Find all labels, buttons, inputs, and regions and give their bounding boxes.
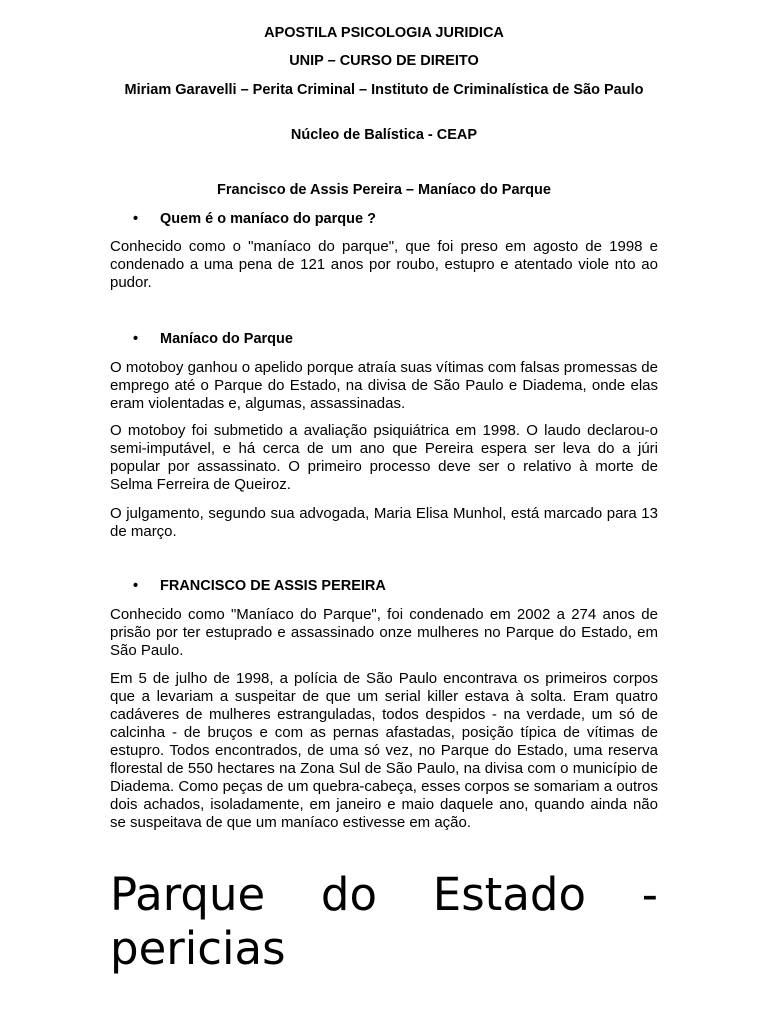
paragraph: O motoboy ganhou o apelido porque atraía suas vítimas com falsas promessas de emprego até o Parque do Estado, na divisa de São Paulo e Diadema, onde elas eram violentadas e, algumas, assassinadas.	[110, 359, 658, 412]
paragraph: Conhecido como o "maníaco do parque", que foi preso em agosto de 1998 e condenado a uma pena de 121 anos por roubo, estupro e atentado viole nto ao pudor.	[110, 238, 658, 291]
bullet-item	[133, 578, 386, 595]
paragraph: Conhecido como "Maníaco do Parque", foi condenado em 2002 a 274 anos de prisão por ter estuprado e assassinado onze mulheres no Parque do Estado, em São Paulo.	[110, 606, 658, 659]
bullet-label: Quem é o maníaco do parque ?	[160, 211, 376, 227]
bullet-label: Maníaco do Parque	[160, 331, 293, 347]
bullet-dot-icon: •	[133, 331, 139, 347]
bullet-dot-icon: •	[133, 578, 139, 594]
paragraph: O motoboy foi submetido a avaliação psiquiátrica em 1998. O laudo declarou-o semi-imputável, e há cerca de um ano que Pereira espera ser leva do a júri popular por assassinato. O primeiro processo deve ser o relativo à morte de Selma Ferreira de Queiroz.	[110, 422, 658, 493]
big-heading: Parque do Estado - pericias	[110, 868, 658, 975]
department-line: Núcleo de Balística - CEAP	[290, 127, 478, 143]
bullet-label: FRANCISCO DE ASSIS PEREIRA	[160, 578, 386, 594]
author-line: Miriam Garavelli – Perita Criminal – Instituto de Criminalística de São Paulo	[124, 82, 644, 98]
bullet-dot-icon: •	[133, 211, 139, 227]
bullet-item	[133, 331, 293, 348]
paragraph: Em 5 de julho de 1998, a polícia de São Paulo encontrava os primeiros corpos que a levariam a suspeitar de que um serial killer estava à solta. Eram quatro cadáveres de mulheres estranguladas, todos despidos - na verdade, um só de calcinha - de bruços e com as pernas afastadas, posição típica de vítimas de estupro. Todos encontrados, de uma só vez, no Parque do Estado, uma reserva florestal de 550 hectares na Zona Sul de São Paulo, na divisa com o município de Diadema. Como peças de um quebra-cabeça, esses corpos se somariam a outros dois achados, isoladamente, em janeiro e maio daquele ano, quando ainda não se suspeitava de que um maníaco estivesse em ação.	[110, 670, 658, 831]
paragraph: O julgamento, segundo sua advogada, Maria Elisa Munhol, está marcado para 13 de março.	[110, 505, 658, 540]
section-title: Francisco de Assis Pereira – Maníaco do Parque	[217, 182, 551, 198]
bullet-item	[133, 211, 376, 228]
doc-title: APOSTILA PSICOLOGIA JURIDICA	[264, 25, 504, 41]
course-line: UNIP – CURSO DE DIREITO	[289, 53, 479, 69]
